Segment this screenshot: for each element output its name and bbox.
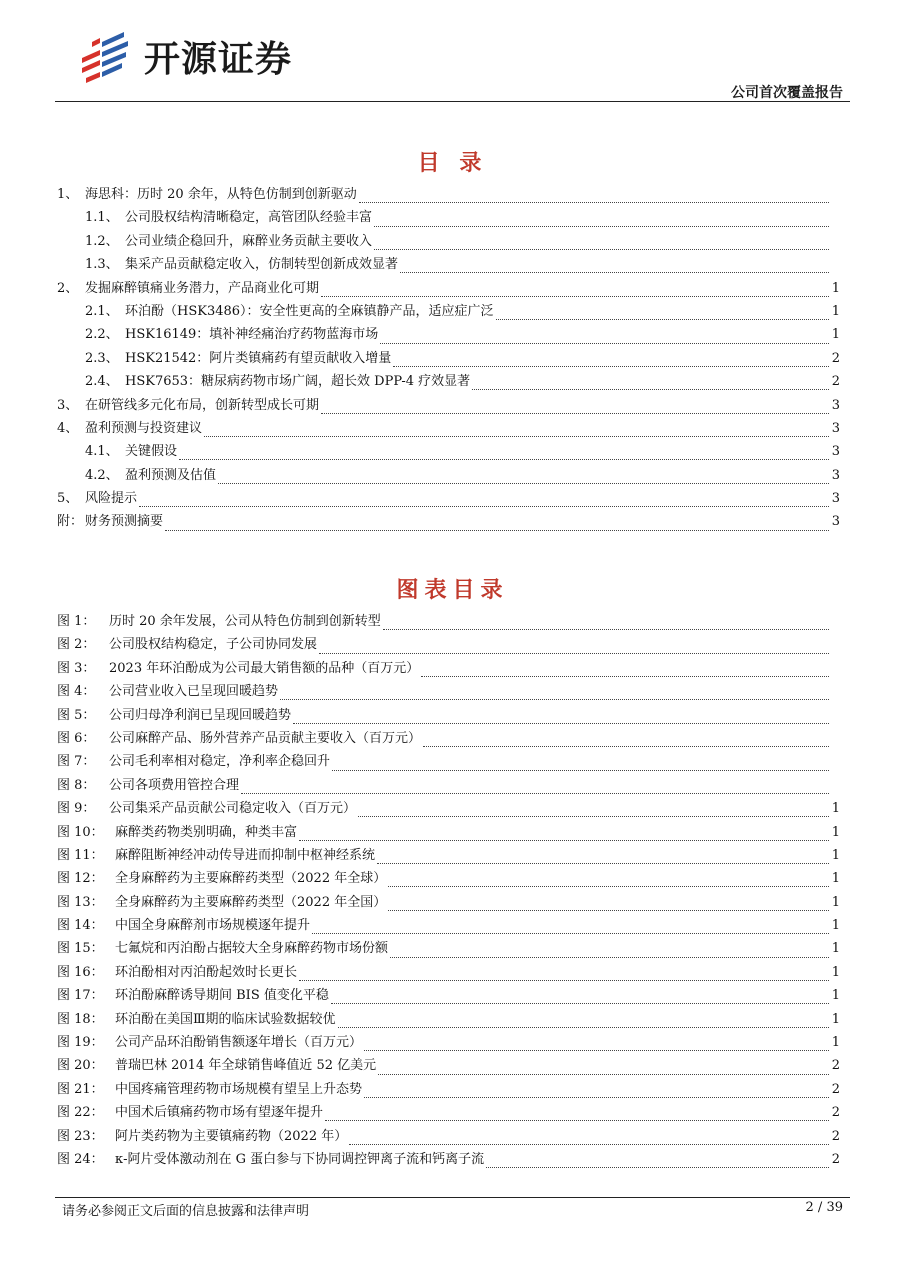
dot-leader [332,758,829,771]
toc-heading: 盈利预测及估值 [125,467,217,483]
toc-number: 4.2、 [85,467,119,483]
figure-entry[interactable] [55,984,840,1007]
figure-caption: 公司产品环泊酚销售额逐年增长（百万元） [115,1035,363,1051]
figure-number: 图 21： [57,1081,104,1097]
figure-entry[interactable] [55,1031,840,1054]
dot-leader [358,804,829,817]
dot-leader [241,781,829,794]
toc-heading: 公司业绩企稳回升，麻醉业务贡献主要收入 [125,233,373,249]
figure-number: 图 5： [57,707,96,723]
figure-entry[interactable] [55,1101,840,1124]
dot-leader [139,494,829,507]
figure-number: 图 9： [57,801,96,817]
page-number: 1 [831,918,840,934]
page-number: 1 [831,280,840,296]
figure-entry[interactable] [55,914,840,937]
figure-entry[interactable] [55,1125,840,1148]
page-number: 1 [831,824,840,840]
toc-entry[interactable] [55,300,840,323]
page-number: 3 [831,420,840,436]
toc-title: 目 录 [417,151,488,176]
header-divider [55,101,850,102]
page-number: 3 [831,444,840,460]
dot-leader [364,1085,829,1098]
figure-caption: 公司麻醉产品、肠外营养产品贡献主要收入（百万元） [109,730,422,746]
page-number: 1 [831,1011,840,1027]
brand-name: 开源证券 [144,38,293,80]
dot-leader [374,214,829,227]
figure-entry[interactable] [55,680,840,703]
figure-caption: 中国疼痛管理药物市场规模有望呈上升态势 [115,1081,363,1097]
toc-heading: 集采产品贡献稳定收入，仿制转型创新成效显著 [125,257,399,273]
toc-heading: HSK16149：填补神经痛治疗药物蓝海市场 [125,327,379,343]
kaiyuan-logo-icon [78,28,134,84]
figure-caption: 公司营业收入已呈现回暖趋势 [109,684,279,700]
dot-leader [312,921,829,934]
figure-number: 图 4： [57,684,96,700]
page-number: 3 [831,397,840,413]
page-number: 1 [831,894,840,910]
figure-entry[interactable] [55,774,840,797]
page-number: 1 [831,327,840,343]
toc-heading: 环泊酚（HSK3486）：安全性更高的全麻镇静产品，适应症广泛 [125,303,494,319]
figure-caption: 历时 20 余年发展，公司从特色仿制到创新转型 [109,614,381,629]
figure-entry[interactable] [55,891,840,914]
toc-number: 1.3、 [85,257,119,273]
page-number: 1 [831,801,840,817]
figure-number: 图 2： [57,637,96,653]
dot-leader [349,1132,829,1145]
toc-heading: 海思科：历时 20 余年，从特色仿制到创新驱动 [85,187,357,202]
figure-entry[interactable] [55,961,840,984]
figure-caption: 环泊酚麻醉诱导期间 BIS 值变化平稳 [115,988,329,1004]
figure-number: 图 17： [57,988,104,1004]
page-number: 1 [831,964,840,980]
figure-list [55,610,840,1171]
page-number: 2 [831,374,840,390]
figure-caption: 公司各项费用管控合理 [109,777,240,793]
figure-caption: 七氟烷和丙泊酚占据较大全身麻醉药物市场份额 [115,941,389,957]
dot-leader [325,1108,829,1121]
table-of-contents [55,183,840,534]
footer-divider [55,1197,850,1198]
toc-heading: 公司股权结构清晰稳定，高管团队经验丰富 [125,210,373,226]
toc-heading: 财务预测摘要 [85,514,164,530]
figure-number: 图 14： [57,918,104,934]
figure-number: 图 8： [57,777,96,793]
toc-entry[interactable] [55,277,840,300]
dot-leader [331,991,829,1004]
dot-leader [486,1155,829,1168]
dot-leader [204,424,829,437]
figure-caption: 麻醉类药物类别明确，种类丰富 [115,824,298,840]
page-indicator: 2 / 39 [805,1200,843,1215]
figure-caption: 公司毛利率相对稳定，净利率企稳回升 [109,754,331,770]
toc-entry[interactable] [55,394,840,417]
page-number: 1 [831,1035,840,1051]
toc-number: 2.3、 [85,350,119,366]
dot-leader [364,1038,829,1051]
figure-caption: 全身麻醉药为主要麻醉药类型（2022 年全国） [115,894,387,910]
figure-number: 图 7： [57,754,96,770]
figure-caption: 环泊酚相对丙泊酚起效时长更长 [115,964,298,980]
page-number: 3 [831,491,840,507]
page-number: 2 [831,1105,840,1121]
figure-number: 图 23： [57,1128,104,1144]
figure-number: 图 12： [57,871,104,887]
page-number: 3 [831,467,840,483]
figure-entry[interactable] [55,844,840,867]
page-number: 2 [831,350,840,366]
dot-leader [390,945,829,958]
dot-leader [388,874,829,887]
toc-entry[interactable] [55,206,840,229]
toc-heading: HSK21542：阿片类镇痛药有望贡献收入增量 [125,350,392,366]
toc-entry[interactable] [55,510,840,533]
toc-heading: 发掘麻醉镇痛业务潜力，产品商业化可期 [85,280,320,296]
figure-caption: 麻醉阻断神经冲动传导进而抑制中枢神经系统 [115,847,376,863]
figure-number: 图 15： [57,941,104,957]
toc-entry[interactable] [55,417,840,440]
figure-entry[interactable] [55,610,840,633]
dot-leader [383,617,829,630]
toc-heading: 盈利预测与投资建议 [85,420,203,436]
page-number: 1 [831,847,840,863]
toc-heading: 在研管线多元化布局，创新转型成长可期 [85,397,320,413]
page-number: 3 [831,514,840,530]
toc-entry[interactable] [55,464,840,487]
figure-number: 图 1： [57,614,96,629]
dot-leader [338,1015,829,1028]
toc-number: 3、 [57,397,79,413]
dot-leader [423,734,829,747]
toc-number: 4.1、 [85,444,119,460]
toc-entry[interactable] [55,323,840,346]
toc-number: 5、 [57,491,79,507]
figure-caption: 中国全身麻醉剂市场规模逐年提升 [115,918,311,934]
figure-number: 图 13： [57,894,104,910]
page-number: 1 [831,303,840,319]
figure-caption: 公司股权结构稳定，子公司协同发展 [109,637,318,653]
figure-entry[interactable] [55,633,840,656]
figure-number: 图 3： [57,660,96,676]
figure-entry[interactable] [55,1148,840,1171]
toc-entry[interactable] [55,487,840,510]
figure-number: 图 6： [57,730,96,746]
figure-entry[interactable] [55,937,840,960]
dot-leader [380,331,829,344]
figure-entry[interactable] [55,1008,840,1031]
figure-number: 图 22： [57,1105,104,1121]
page-number: 2 [831,1081,840,1097]
page-number: 1 [831,871,840,887]
toc-number: 2.4、 [85,374,119,390]
toc-number: 2.1、 [85,303,119,319]
figure-entry[interactable] [55,1054,840,1077]
figure-entry[interactable] [55,867,840,890]
figure-caption: 公司集采产品贡献公司稳定收入（百万元） [109,801,357,817]
toc-heading: 关键假设 [125,444,178,460]
figure-number: 图 20： [57,1058,104,1074]
figure-caption: 2023 年环泊酚成为公司最大销售额的品种（百万元） [109,660,420,676]
toc-entry[interactable] [55,370,840,393]
figure-caption: 中国术后镇痛药物市场有望逐年提升 [115,1105,324,1121]
figure-number: 图 19： [57,1035,104,1051]
figure-caption: 环泊酚在美国Ⅲ期的临床试验数据较优 [115,1011,336,1027]
toc-number: 1.1、 [85,210,119,226]
figure-number: 图 10： [57,824,104,840]
figure-entry[interactable] [55,727,840,750]
figures-title: 图表目录 [396,578,509,603]
figure-caption: 公司归母净利润已呈现回暖趋势 [109,707,292,723]
page-number: 2 [831,1151,840,1167]
toc-heading: HSK7653：糖尿病药物市场广阔，超长效 DPP-4 疗效显著 [125,374,471,390]
dot-leader [374,237,829,250]
figure-number: 图 16： [57,964,104,980]
page-number: 1 [831,941,840,957]
figure-number: 图 24： [57,1151,104,1167]
figure-entry[interactable] [55,704,840,727]
toc-number: 2、 [57,280,79,296]
figure-caption: 普瑞巴林 2014 年全球销售峰值近 52 亿美元 [115,1058,377,1074]
figure-entry[interactable] [55,821,840,844]
dot-leader [393,354,829,367]
figure-entry[interactable] [55,657,840,680]
figure-caption: κ-阿片受体激动剂在 G 蛋白参与下协同调控钾离子流和钙离子流 [115,1151,485,1167]
page-number: 2 [831,1058,840,1074]
toc-number: 1、 [57,187,79,202]
toc-number: 4、 [57,420,79,436]
dot-leader [179,447,829,460]
figure-number: 图 11： [57,847,104,863]
dot-leader [359,190,829,203]
dot-leader [377,851,829,864]
toc-entry[interactable] [55,183,840,206]
dot-leader [321,284,829,297]
dot-leader [293,711,829,724]
toc-heading: 风险提示 [85,491,138,507]
dot-leader [378,1062,829,1075]
toc-number: 附： [57,514,84,530]
figure-caption: 阿片类药物为主要镇痛药物（2022 年） [115,1128,348,1144]
toc-entry[interactable] [55,230,840,253]
dot-leader [299,968,829,981]
report-type: 公司首次覆盖报告 [731,85,843,101]
toc-entry[interactable] [55,253,840,276]
dot-leader [165,518,829,531]
footer-disclaimer: 请务必参阅正文后面的信息披露和法律声明 [62,1204,310,1219]
dot-leader [319,641,829,654]
dot-leader [400,260,829,273]
toc-entry[interactable] [55,347,840,370]
dot-leader [421,664,829,677]
dot-leader [321,401,829,414]
toc-number: 1.2、 [85,233,119,249]
dot-leader [388,898,829,911]
figure-entry[interactable] [55,797,840,820]
dot-leader [280,687,829,700]
toc-number: 2.2、 [85,327,119,343]
figure-number: 图 18： [57,1011,104,1027]
brand-logo [78,28,292,84]
dot-leader [299,828,829,841]
page-number: 2 [831,1128,840,1144]
dot-leader [496,307,829,320]
toc-entry[interactable] [55,440,840,463]
dot-leader [472,377,829,390]
figure-entry[interactable] [55,1078,840,1101]
page-number: 1 [831,988,840,1004]
figure-caption: 全身麻醉药为主要麻醉药类型（2022 年全球） [115,871,387,887]
figure-entry[interactable] [55,750,840,773]
dot-leader [218,471,829,484]
